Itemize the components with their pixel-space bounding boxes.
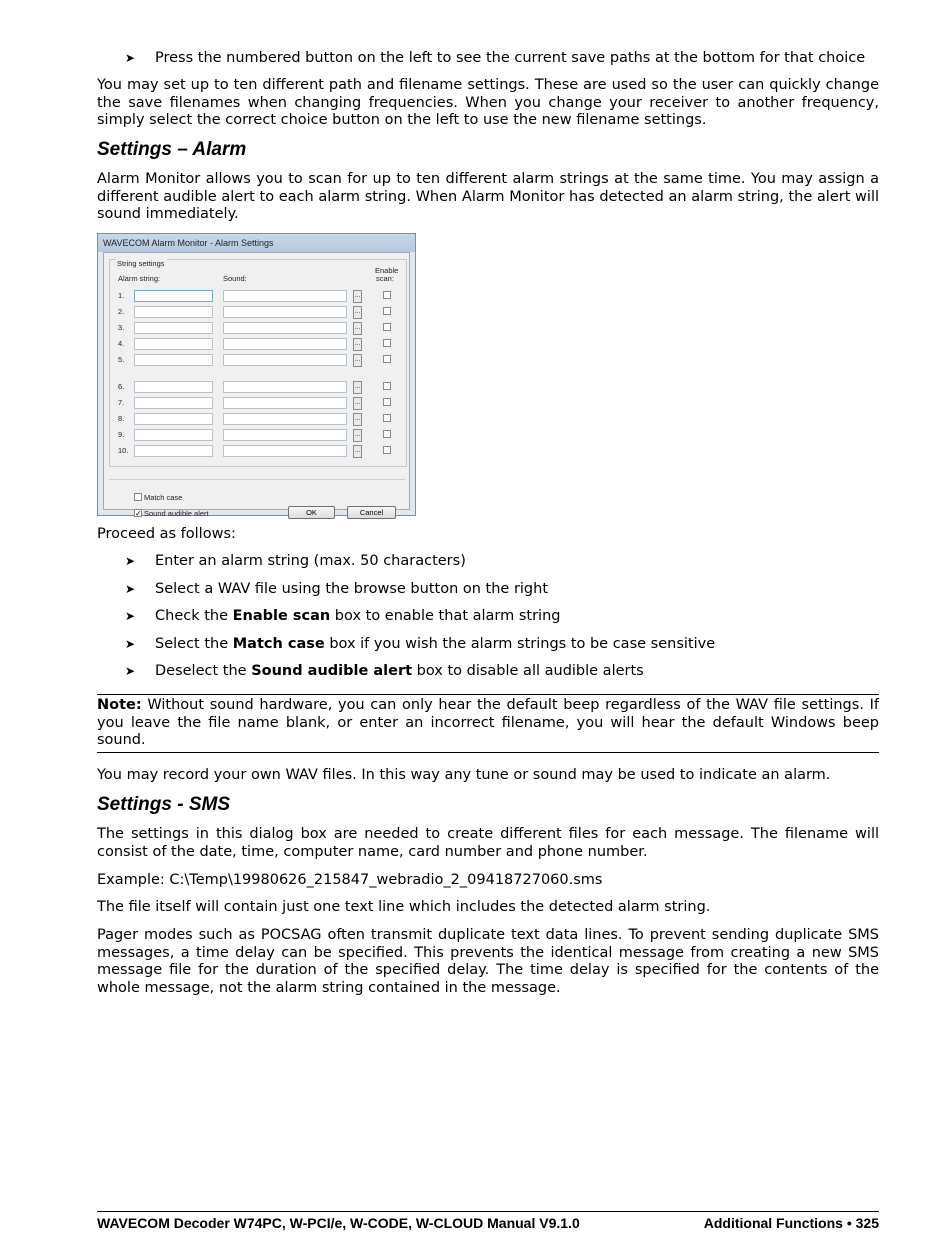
sound-file-input[interactable] — [223, 429, 347, 441]
sms-paragraph-3: The file itself will contain just one text line which includes the detected alarm string. — [97, 899, 711, 915]
browse-button[interactable]: ... — [353, 413, 362, 426]
arrow-bullet-icon: ➤ — [125, 664, 136, 678]
footer-dot: • — [846, 1215, 852, 1231]
alarm-string-input[interactable] — [134, 306, 213, 318]
alarm-string-input[interactable] — [134, 397, 213, 409]
sound-file-input[interactable] — [223, 381, 347, 393]
dialog-titlebar: WAVECOM Alarm Monitor - Alarm Settings — [98, 234, 415, 252]
browse-button[interactable]: ... — [353, 290, 362, 303]
sound-alert-label: Sound audible alert — [144, 509, 209, 518]
row-number: 5. — [118, 355, 125, 364]
match-case-label: Match case — [144, 493, 183, 502]
sms-paragraph-4: Pager modes such as POCSAG often transmit duplicate text data lines. To prevent sending duplicate SMS messages, a time delay can be specified. This prevents the identical message from creating a new SMS message file for the duration of the specified delay. The time delay is specified for the contents of the whole message, not the alarm string contained in the message. — [97, 927, 879, 996]
alarm-string-input[interactable] — [134, 290, 213, 302]
divider — [109, 479, 405, 480]
dialog-body — [103, 252, 410, 518]
match-case-checkbox[interactable] — [134, 493, 142, 501]
col-alarm-string: Alarm string: — [118, 274, 161, 283]
row-number: 8. — [118, 414, 125, 423]
browse-button[interactable]: ... — [353, 338, 362, 351]
step-item: ➤ Select a WAV file using the browse button on the right — [125, 580, 549, 597]
enable-scan-checkbox[interactable] — [383, 339, 391, 347]
note-label: Note: — [97, 697, 142, 713]
row-number: 3. — [118, 323, 125, 332]
browse-button[interactable]: ... — [353, 354, 362, 367]
sms-paragraph-1: The settings in this dialog box are needed to create different files for each message. The filename will consist of the date, time, computer name, card number and phone number. — [97, 826, 879, 860]
col-sound: Sound: — [223, 274, 247, 283]
note-box — [97, 694, 879, 753]
cancel-button[interactable]: Cancel — [347, 506, 396, 519]
enable-scan-checkbox[interactable] — [383, 355, 391, 363]
browse-button[interactable]: ... — [353, 429, 362, 442]
col-enable: Enable — [375, 266, 399, 275]
page-number: 325 — [855, 1215, 879, 1231]
alarm-string-input[interactable] — [134, 322, 213, 334]
row-number: 7. — [118, 398, 125, 407]
sms-example: Example: C:\Temp\19980626_215847_webradio_2_09418727060.sms — [97, 872, 603, 888]
row-number: 1. — [118, 291, 125, 300]
alarm-string-input[interactable] — [134, 354, 213, 366]
intro-bullet: ➤ Press the numbered button on the left to see the current save paths at the bottom for that choice — [125, 50, 866, 66]
step-item: ➤ Select the Match case box if you wish the alarm strings to be case sensitive — [125, 635, 716, 652]
sound-file-input[interactable] — [223, 306, 347, 318]
group-label: String settings — [117, 259, 165, 268]
page-footer — [97, 1211, 879, 1231]
row-number: 2. — [118, 307, 125, 316]
alarm-settings-dialog — [97, 233, 416, 516]
intro-paragraph: You may set up to ten different path and filename settings. These are used so the user can quickly change the save filenames when changing frequencies. When you change your receiver to another frequency, simply select the correct choice button on the left to use the new filename settings. — [97, 77, 879, 128]
arrow-bullet-icon: ➤ — [125, 609, 136, 623]
sound-file-input[interactable] — [223, 445, 347, 457]
sms-heading: Settings - SMS — [97, 794, 231, 815]
browse-button[interactable]: ... — [353, 306, 362, 319]
record-paragraph: You may record your own WAV files. In this way any tune or sound may be used to indicate an alarm. — [97, 767, 831, 783]
browse-button[interactable]: ... — [353, 445, 362, 458]
row-number: 4. — [118, 339, 125, 348]
enable-scan-checkbox[interactable] — [383, 291, 391, 299]
arrow-bullet-icon: ➤ — [125, 51, 136, 65]
footer-title: WAVECOM Decoder W74PC, W-PCI/e, W-CODE, W-CLOUD Manual V9.1.0 — [97, 1215, 580, 1231]
note-text: Without sound hardware, you can only hear the default beep regardless of the WAV file settings. If you leave the file name blank, or enter an incorrect filename, you will hear the default Windows beep sound. — [97, 697, 879, 748]
sound-file-input[interactable] — [223, 322, 347, 334]
alarm-string-input[interactable] — [134, 381, 213, 393]
browse-button[interactable]: ... — [353, 381, 362, 394]
row-number: 10. — [118, 446, 129, 455]
sound-file-input[interactable] — [223, 290, 347, 302]
footer-right: Additional Functions • 325 — [703, 1215, 879, 1231]
proceed-text: Proceed as follows: — [97, 526, 236, 542]
arrow-bullet-icon: ➤ — [125, 636, 136, 651]
alarm-string-input[interactable] — [134, 445, 213, 457]
alarm-string-input[interactable] — [134, 338, 213, 350]
enable-scan-checkbox[interactable] — [383, 446, 391, 454]
step-item: ➤ Deselect the Sound audible alert box to disable all audible alerts — [125, 663, 644, 679]
enable-scan-checkbox[interactable] — [383, 323, 391, 331]
enable-scan-checkbox[interactable] — [383, 430, 391, 438]
sound-file-input[interactable] — [223, 413, 347, 425]
steps-list — [97, 553, 879, 691]
alarm-paragraph: Alarm Monitor allows you to scan for up to ten different alarm strings at the same time. You may assign a different audible alert to each alarm string. When Alarm Monitor has detected an alarm string, the alert will sound immediately. — [97, 171, 879, 222]
enable-scan-checkbox[interactable] — [383, 398, 391, 406]
string-settings-group — [109, 259, 407, 467]
ok-button[interactable]: OK — [288, 506, 335, 519]
sound-file-input[interactable] — [223, 397, 347, 409]
row-number: 6. — [118, 382, 125, 391]
sound-file-input[interactable] — [223, 354, 347, 366]
alarm-string-input[interactable] — [134, 429, 213, 441]
enable-scan-checkbox[interactable] — [383, 382, 391, 390]
enable-scan-checkbox[interactable] — [383, 414, 391, 422]
alarm-heading: Settings – Alarm — [97, 139, 247, 160]
browse-button[interactable]: ... — [353, 397, 362, 410]
arrow-bullet-icon: ➤ — [125, 554, 136, 568]
col-scan: scan: — [376, 274, 394, 283]
step-item: ➤ Enter an alarm string (max. 50 characters) — [125, 553, 466, 569]
browse-button[interactable]: ... — [353, 322, 362, 335]
step-item: ➤ Check the Enable scan box to enable that alarm string — [125, 608, 561, 624]
alarm-string-input[interactable] — [134, 413, 213, 425]
sound-file-input[interactable] — [223, 338, 347, 350]
row-number: 9. — [118, 430, 125, 439]
sound-alert-checkbox[interactable]: ✓ — [135, 509, 142, 518]
enable-scan-checkbox[interactable] — [383, 307, 391, 315]
arrow-bullet-icon: ➤ — [125, 581, 136, 596]
